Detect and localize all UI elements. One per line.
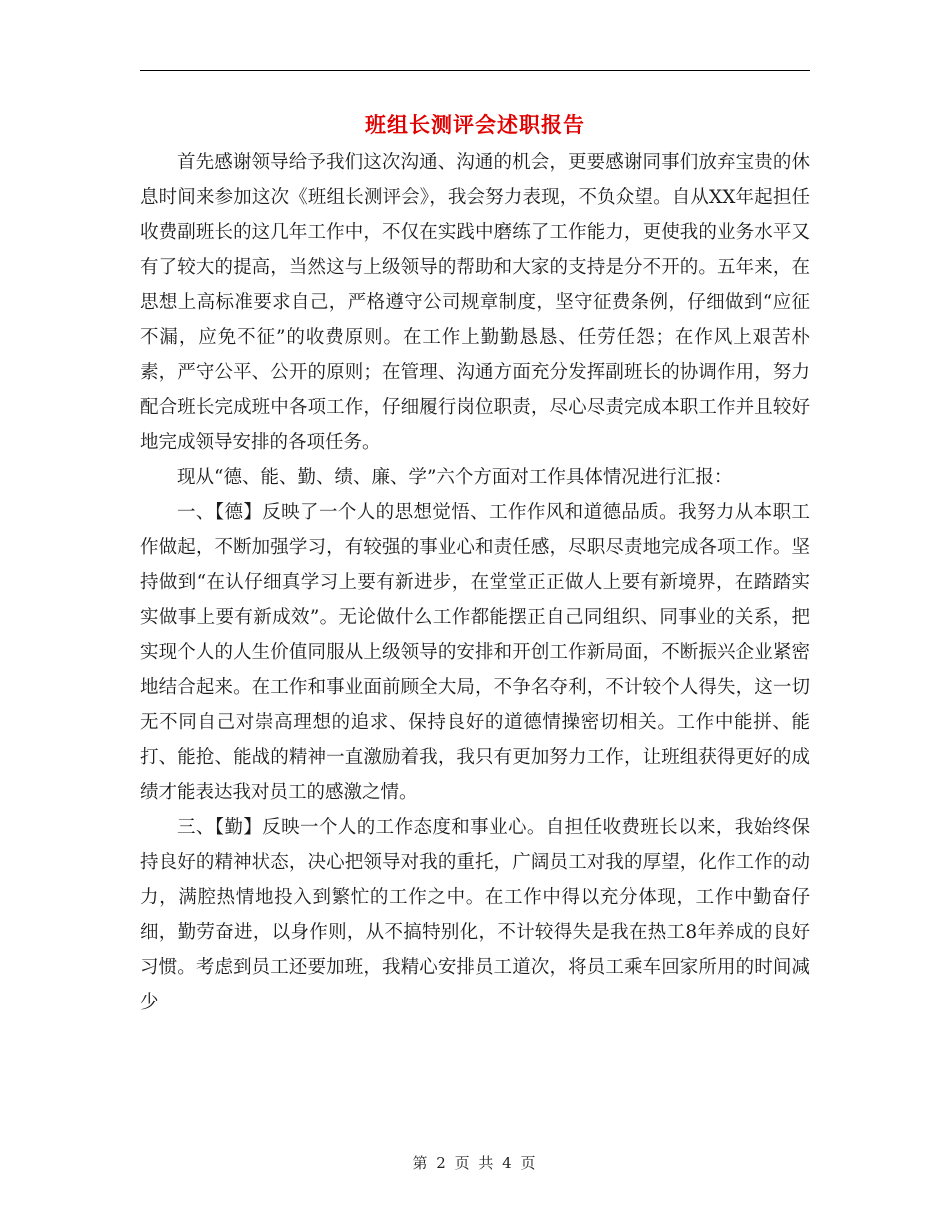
paragraph-overview: 现从“德、能、勤、绩、廉、学”六个方面对工作具体情况进行汇报： xyxy=(177,467,733,488)
document-body xyxy=(140,145,810,1020)
document-title: 班组长测评会述职报告 xyxy=(365,112,585,137)
paragraph-intro: 首先感谢领导给予我们这次沟通、沟通的机会，更要感谢同事们放弃宝贵的休息时间来参加这次《班组长测评会》，我会努力表现，不负众望。自从XX年起担任收费副班长的这几年工作中，不仅在实践中磨练了工作能力，更使我的业务水平又有了较大的提高，当然这与上级领导的帮助和大家的支持是分不开的。五年来，在思想上高标准要求自己，严格遵守公司规章制度，坚守征费条例，仔细做到“应征不漏，应免不征”的收费原则。在工作上勤勤恳恳、任劳任怨；在作风上艰苦朴素，严守公平、公开的原则；在管理、沟通方面充分发挥副班长的协调作用，努力配合班长完成班中各项工作，仔细履行岗位职责，尽心尽责完成本职工作并且较好地完成领导安排的各项任务。 xyxy=(140,152,810,453)
paragraph-diligence: 三、【勤】反映一个人的工作态度和事业心。自担任收费班长以来，我始终保持良好的精神状态，决心把领导对我的重托，广阔员工对我的厚望，化作工作的动力，满腔热情地投入到繁忙的工作之中。在工作中得以充分体现，工作中勤奋仔细，勤劳奋进，以身作则，从不搞特别化，不计较得失是我在热工8年养成的良好习惯。考虑到员工还要加班，我精心安排员工道次，将员工乘车回家所用的时间减少 xyxy=(140,817,810,1013)
page-number: 第 2 页 共 4 页 xyxy=(412,1154,538,1172)
paragraph-virtue: 一、【德】反映了一个人的思想觉悟、工作作风和道德品质。我努力从本职工作做起，不断加强学习，有较强的事业心和责任感，尽职尽责地完成各项工作。坚持做到“在认仔细真学习上要有新进步，在堂堂正正做人上要有新境界，在踏踏实实做事上要有新成效”。无论做什么工作都能摆正自己同组织、同事业的关系，把实现个人的人生价值同服从上级领导的安排和开创工作新局面，不断振兴企业紧密地结合起来。在工作和事业面前顾全大局，不争名夺利，不计较个人得失，这一切无不同自己对崇高理想的追求、保持良好的道德情操密切相关。工作中能拼、能打、能抢、能战的精神一直激励着我，我只有更加努力工作，让班组获得更好的成绩才能表达我对员工的感激之情。 xyxy=(140,502,810,803)
header-rule xyxy=(140,70,810,71)
